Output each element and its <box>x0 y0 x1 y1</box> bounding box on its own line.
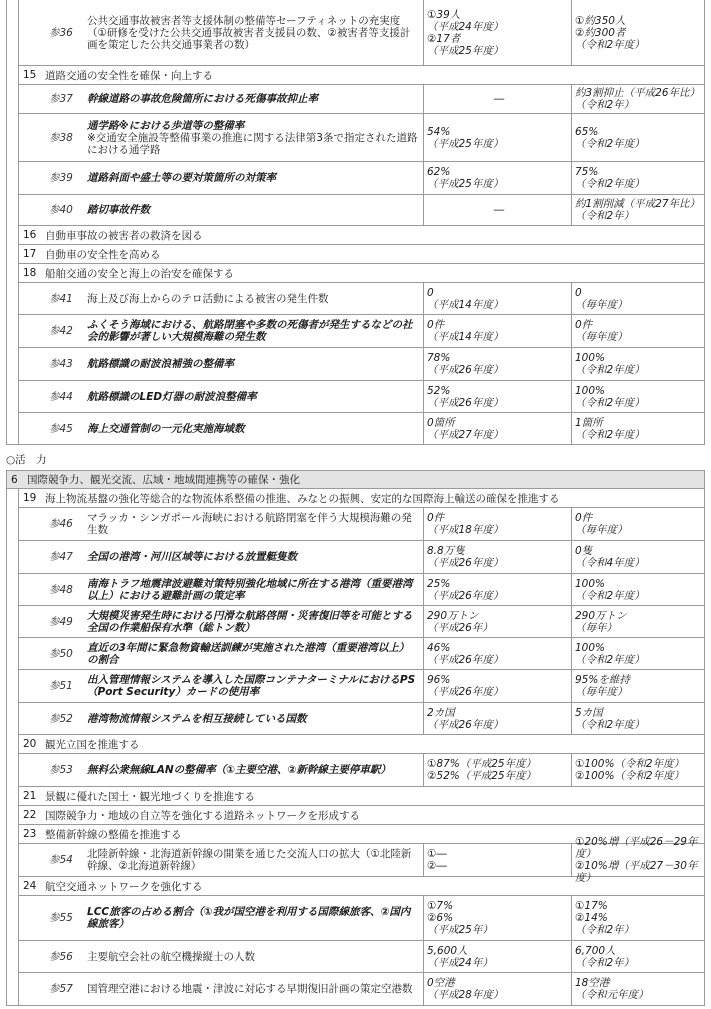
measure-heading <box>18 489 705 508</box>
row-description: 航路標識の耐波浪補強の整備率 <box>87 358 234 370</box>
row-code: 参39 <box>49 172 73 184</box>
measure-title: 自動車事故の被害者の救済を図る <box>45 229 203 242</box>
row-code: 参52 <box>49 712 73 725</box>
baseline-value: 2カ国 （平成26年度） <box>423 703 571 734</box>
target-value: 100% （令和2年度） <box>571 638 704 669</box>
row-description: 北陸新幹線・北海道新幹線の開業を通じた交流人口の拡大（①北陸新幹線、②北海道新幹線） <box>87 848 412 872</box>
row-description-note: ※交通安全施設等整備事業の推進に関する法律第3条で指定された道路における通学路 <box>87 131 418 156</box>
table-row <box>18 195 705 226</box>
table-border <box>6 444 19 445</box>
table-row <box>18 85 705 114</box>
target-value: 6,700人 （令和2年） <box>571 941 704 972</box>
row-description: 海上及び海上からのテロ活動による被害の発生件数 <box>87 292 329 305</box>
row-code: 参47 <box>49 551 73 563</box>
target-value: 100% （令和2年度） <box>571 574 704 605</box>
measure-title: 景観に優れた国土・観光地づくりを推進する <box>45 790 255 803</box>
target-value: ①20%増（平成26－29年度） ②10%増（平成27－30年度） <box>571 844 704 876</box>
row-description: 公共交通事故被害者等支援体制の整備等セーフティネットの充実度（①研修を受けた公共交通事故被害者支援員の数、②被害者等支援計画を策定した公共交通事業者の数） <box>87 14 411 51</box>
section-label: ○活 力 <box>6 454 47 466</box>
row-description: 無料公衆無線LANの整備率（①主要空港、②新幹線主要停車駅） <box>87 764 391 776</box>
table-border <box>6 1005 19 1006</box>
baseline-value: 0空港 （平成28年度） <box>423 973 571 1005</box>
baseline-value: ― <box>423 85 571 113</box>
baseline-value: 0件 （平成14年度） <box>423 315 571 347</box>
target-value: 0隻 （令和4年度） <box>571 541 704 573</box>
baseline-value: 25% （平成26年度） <box>423 574 571 605</box>
baseline-value: 290万トン （平成26年） <box>423 606 571 637</box>
row-code: 参49 <box>49 615 73 628</box>
table-row <box>18 0 705 66</box>
measure-number: 18 <box>23 267 37 279</box>
measure-number: 15 <box>23 69 37 81</box>
row-code: 参56 <box>49 950 73 963</box>
target-value: ①約350人 ②約300者 （令和2年度） <box>571 0 704 65</box>
row-code: 参48 <box>49 583 73 596</box>
baseline-value: 96% （平成26年度） <box>423 670 571 702</box>
table-row <box>18 508 705 541</box>
baseline-value: 0箇所 （平成27年度） <box>423 413 571 444</box>
measure-title: 道路交通の安全性を確保・向上する <box>45 69 213 82</box>
table-row <box>18 541 705 574</box>
row-code: 参51 <box>49 680 73 692</box>
row-description: 出入管理情報システムを導入した国際コンテナターミナルにおけるPS（Port Security）カードの使用率 <box>87 674 416 698</box>
target-value: 約1割削減（平成27年比） （令和2年） <box>571 195 704 225</box>
table-row <box>18 973 705 1006</box>
baseline-value: ①87%（平成25年度） ②52%（平成25年度） <box>423 754 571 786</box>
target-value: 75% （令和2年度） <box>571 162 704 194</box>
table-row <box>18 413 705 445</box>
row-code: 参42 <box>49 325 73 337</box>
table-row <box>18 283 705 315</box>
row-code: 参36 <box>49 26 73 39</box>
table-row <box>18 348 705 381</box>
target-value: 95%を維持 （毎年度） <box>571 670 704 702</box>
row-description: 主要航空会社の航空機操縦士の人数 <box>87 950 255 963</box>
baseline-value: 62% （平成25年度） <box>423 162 571 194</box>
table-row <box>18 754 705 787</box>
row-code: 参37 <box>49 93 73 105</box>
target-value: 5カ国 （令和2年度） <box>571 703 704 734</box>
target-value: 1箇所 （令和2年度） <box>571 413 704 444</box>
row-description: マラッカ・シンガポール海峡における航路閉塞を伴う大規模海難の発生数 <box>87 512 412 536</box>
baseline-value: ①― ②― <box>423 844 571 876</box>
measure-title: 船舶交通の安全と海上の治安を確保する <box>45 267 234 280</box>
measure-number: 20 <box>23 738 37 750</box>
measure-heading <box>18 264 705 283</box>
row-description: 南海トラフ地震津波避難対策特別強化地域に所在する港湾（重要港湾以上）における避難計画の策定率 <box>87 577 413 602</box>
measure-number: 16 <box>23 229 37 241</box>
target-value: ①17% ②14% （令和2年） <box>571 896 704 940</box>
baseline-value: 5,600人 （平成24年） <box>423 941 571 972</box>
row-description <box>87 114 423 161</box>
baseline-value: 54% （平成25年度） <box>423 114 571 161</box>
row-description: 幹線道路の事故危険箇所における死傷事故抑止率 <box>87 93 318 105</box>
row-description: 踏切事故件数 <box>87 204 150 216</box>
measure-number: 21 <box>23 790 37 802</box>
baseline-value: ①7% ②6% （平成25年） <box>423 896 571 940</box>
table-row <box>18 574 705 606</box>
row-description: 直近の3年間に緊急物資輸送訓練が実施された港湾（重要港湾以上）の割合 <box>87 641 410 666</box>
target-value: 0 （毎年度） <box>571 283 704 314</box>
row-code: 参40 <box>49 204 73 216</box>
baseline-value: 46% （平成26年度） <box>423 638 571 669</box>
measure-title: 海上物流基盤の強化等総合的な物流体系整備の推進、みなとの振興、安定的な国際海上輸送の確保を推進する <box>45 492 560 505</box>
policy-heading <box>6 470 705 489</box>
measure-heading <box>18 245 705 264</box>
policy-title: 国際競争力、観光交流、広域・地域間連携等の確保・強化 <box>27 474 300 486</box>
measure-title: 自動車の安全性を高める <box>45 248 161 261</box>
table-row <box>18 606 705 638</box>
measure-number: 24 <box>23 880 37 892</box>
row-description: 港湾物流情報システムを相互接続している国数 <box>87 712 307 725</box>
measure-heading <box>18 877 705 896</box>
table-row <box>18 941 705 973</box>
row-code: 参54 <box>49 854 73 866</box>
target-value: 65% （令和2年度） <box>571 114 704 161</box>
measure-number: 22 <box>23 809 37 821</box>
measure-number: 23 <box>23 828 37 840</box>
target-value: 約3割抑止（平成26年比） （令和2年） <box>571 85 704 113</box>
baseline-value: 78% （平成26年度） <box>423 348 571 380</box>
row-description: 航路標識のLED灯器の耐波浪整備率 <box>87 390 257 403</box>
measure-title: 国際競争力・地域の自立等を強化する道路ネットワークを形成する <box>45 809 360 822</box>
row-code: 参38 <box>49 131 73 144</box>
table-border <box>6 470 7 1006</box>
row-description: 道路斜面や盛土等の要対策箇所の対策率 <box>87 172 276 184</box>
row-description: LCC旅客の占める割合（①我が国空港を利用する国際線旅客、②国内線旅客） <box>87 906 411 930</box>
row-description: 国管理空港における地震・津波に対応する早期復旧計画の策定空港数 <box>87 983 413 995</box>
row-code: 参45 <box>49 422 73 435</box>
table-border <box>6 0 7 445</box>
measure-heading <box>18 226 705 245</box>
measure-title: 航空交通ネットワークを強化する <box>45 880 203 893</box>
baseline-value: ①39人 （平成24年度） ②17者 （平成25年度） <box>423 0 571 65</box>
row-description: 大規模災害発生時における円滑な航路啓開・災害復旧等を可能とする全国の作業船保有水準（総トン数） <box>87 609 413 634</box>
measure-title: 整備新幹線の整備を推進する <box>45 828 182 841</box>
target-value: 0件 （毎年度） <box>571 508 704 540</box>
table-row <box>18 638 705 670</box>
policy-number: 6 <box>11 473 18 486</box>
measure-heading <box>18 735 705 754</box>
row-description: ふくそう海域における、航路閉塞や多数の死傷者が発生するなどの社会的影響が著しい大規模海難の発生数 <box>87 319 413 343</box>
baseline-value: 52% （平成26年度） <box>423 381 571 412</box>
table-row <box>18 381 705 413</box>
row-code: 参57 <box>49 983 73 995</box>
baseline-value: 8.8万隻 （平成26年度） <box>423 541 571 573</box>
row-description: 海上交通管制の一元化実施海域数 <box>87 422 245 435</box>
baseline-value: 0 （平成14年度） <box>423 283 571 314</box>
row-description: 全国の港湾・河川区域等における放置艇隻数 <box>87 551 297 563</box>
measure-number: 17 <box>23 248 37 260</box>
row-code: 参53 <box>49 764 73 776</box>
row-code: 参55 <box>49 912 73 924</box>
table-row <box>18 670 705 703</box>
measure-heading <box>18 66 705 85</box>
row-code: 参43 <box>49 358 73 370</box>
row-code: 参50 <box>49 647 73 660</box>
baseline-value: ― <box>423 195 571 225</box>
measure-number: 19 <box>23 492 37 504</box>
target-value: 18空港 （令和元年度） <box>571 973 704 1005</box>
table-row <box>18 114 705 162</box>
measure-title: 観光立国を推進する <box>45 738 140 751</box>
target-value: 100% （令和2年度） <box>571 381 704 412</box>
table-row <box>18 896 705 941</box>
measure-heading <box>18 806 705 825</box>
table-row <box>18 836 705 884</box>
target-value: ①100%（令和2年度） ②100%（令和2年度） <box>571 754 704 786</box>
baseline-value: 0件 （平成18年度） <box>423 508 571 540</box>
measure-heading <box>18 787 705 806</box>
row-code: 参44 <box>49 390 73 403</box>
target-value: 290万トン （毎年） <box>571 606 704 637</box>
target-value: 0件 （毎年度） <box>571 315 704 347</box>
table-row <box>18 315 705 348</box>
table-row <box>18 162 705 195</box>
table-row <box>18 703 705 735</box>
target-value: 100% （令和2年度） <box>571 348 704 380</box>
row-code: 参46 <box>49 518 73 530</box>
row-code: 参41 <box>49 292 73 305</box>
row-description-title: 通学路※における歩道等の整備率 <box>87 119 245 132</box>
